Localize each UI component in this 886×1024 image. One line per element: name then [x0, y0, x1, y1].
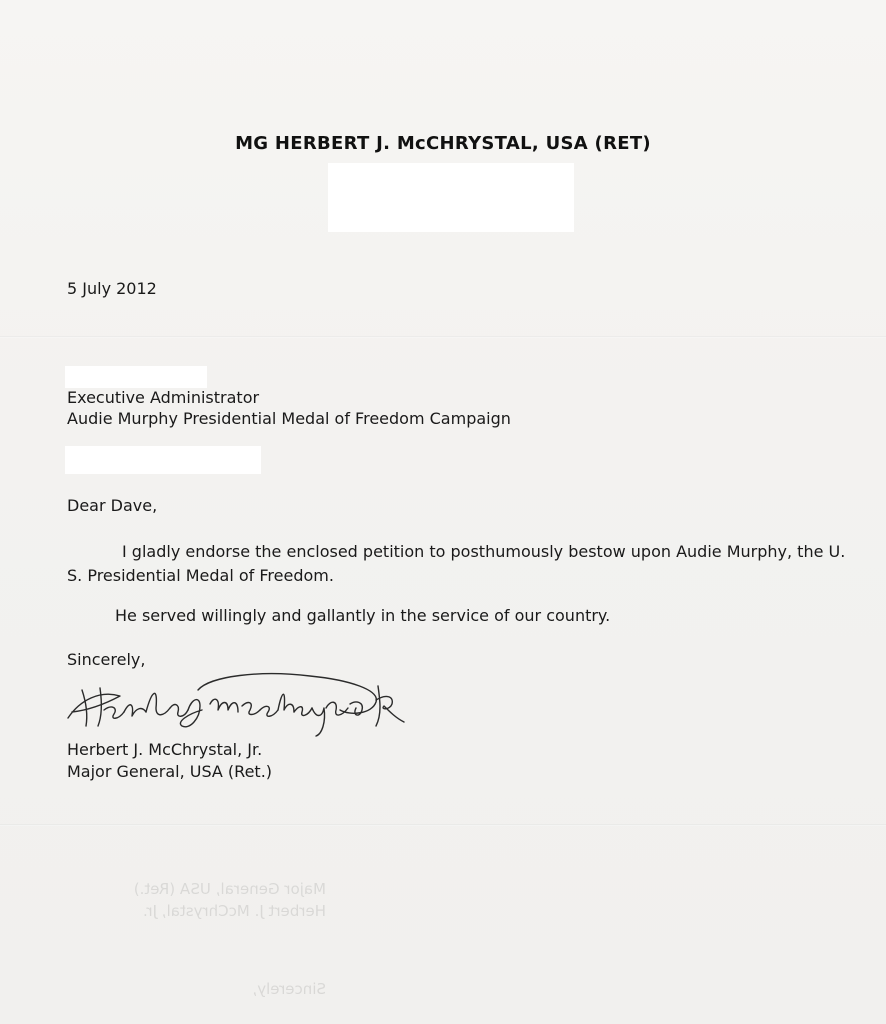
recipient-title: Executive Administrator: [67, 388, 260, 407]
paper-fold-line: [0, 824, 886, 826]
redacted-recipient-name: [65, 366, 207, 388]
closing: Sincerely,: [67, 650, 146, 669]
letterhead-title: MG HERBERT J. McCHRYSTAL, USA (RET): [235, 133, 651, 154]
salutation: Dear Dave,: [67, 496, 158, 515]
reverse-side-bleed-through: Major General, USA (Ret.) Herbert J. McChrystal, Jr. Sincerely,: [133, 880, 326, 998]
body-paragraph-1: I gladly endorse the enclosed petition to posthumously bestow upon Audie Murphy, the U. S. Presidential Medal of Freedom.: [67, 542, 846, 585]
signer-title: Major General, USA (Ret.): [67, 762, 273, 781]
recipient-organization: Audie Murphy Presidential Medal of Freedom Campaign: [67, 409, 511, 428]
letter-date: 5 July 2012: [67, 279, 157, 298]
redacted-address-block: [328, 163, 574, 232]
paper-fold-line: [0, 336, 886, 338]
signer-name: Herbert J. McChrystal, Jr.: [67, 740, 263, 759]
body-paragraph-2: He served willingly and gallantly in the service of our country.: [115, 606, 611, 625]
handwritten-signature: [60, 660, 420, 740]
redacted-recipient-address: [65, 446, 261, 474]
